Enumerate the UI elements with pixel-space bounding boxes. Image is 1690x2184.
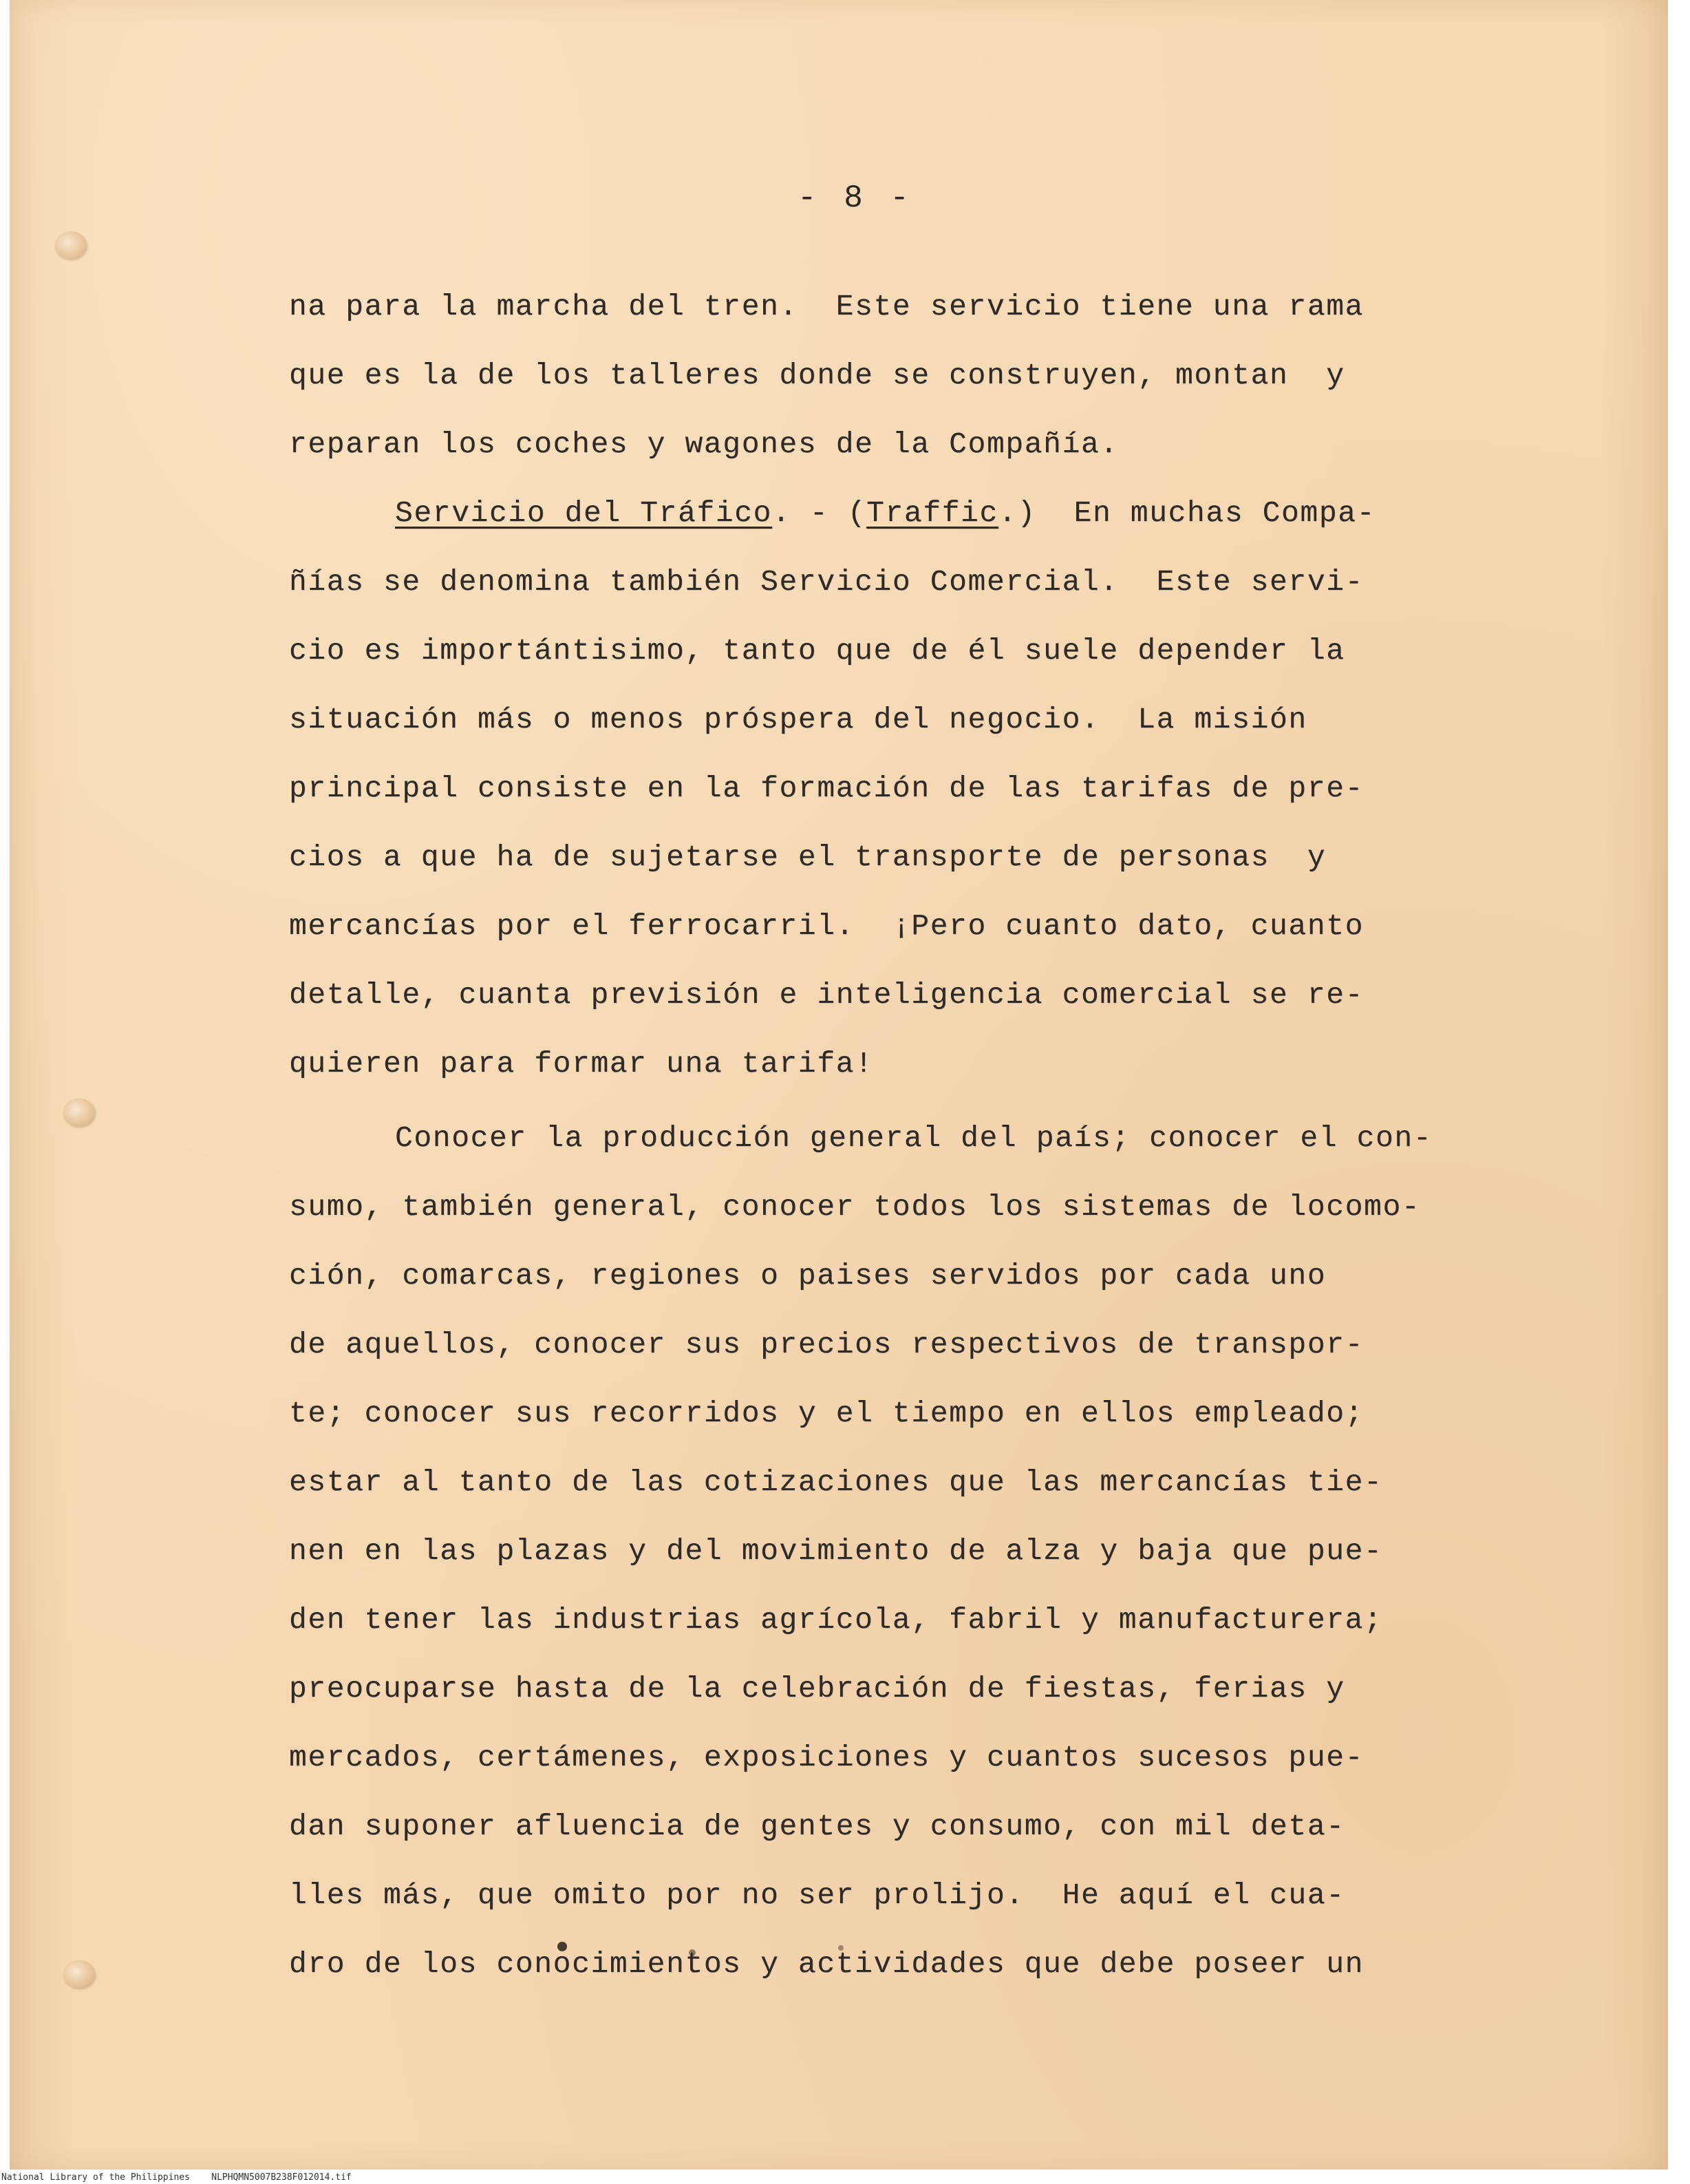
scan-footer xyxy=(1,2172,352,2183)
text-line: den tener las industrias agrícola, fabril y manufacturera; xyxy=(289,1603,1383,1637)
punch-hole-middle xyxy=(63,1099,95,1126)
text-line: principal consiste en la formación de las tarifas de pre- xyxy=(289,772,1365,805)
section-title: Servicio del Tráfico xyxy=(395,496,773,530)
punch-hole-bottom xyxy=(63,1960,95,1988)
english-term: Traffic xyxy=(866,496,998,530)
library-credit: National Library of the Philippines xyxy=(1,2172,190,2183)
text-line: preocuparse hasta de la celebración de fiestas, ferias y xyxy=(289,1672,1345,1706)
punch-hole-top xyxy=(55,231,87,259)
text-line: mercados, certámenes, exposiciones y cuantos sucesos pue- xyxy=(289,1741,1365,1774)
text-line: te; conocer sus recorridos y el tiempo en ellos empleado; xyxy=(289,1397,1365,1430)
text-line: ñías se denomina también Servicio Comercial. Este servi- xyxy=(289,565,1365,599)
text-line: na para la marcha del tren. Este servicio tiene una rama xyxy=(289,290,1365,324)
file-identifier: NLPHQMN5007B238F012014.tif xyxy=(211,2172,352,2183)
text-line: estar al tanto de las cotizaciones que las mercancías tie- xyxy=(289,1465,1383,1499)
text-line: quieren para formar una tarifa! xyxy=(289,1047,874,1081)
text-line: sumo, también general, conocer todos los sistemas de locomo- xyxy=(289,1190,1421,1224)
text-line: situación más o menos próspera del negocio. La misión xyxy=(289,703,1307,736)
page-number: - 8 - xyxy=(797,180,914,216)
heading-line-rest: .) En muchas Compa- xyxy=(998,496,1376,530)
text-line: ción, comarcas, regiones o paises servidos por cada uno xyxy=(289,1259,1327,1293)
text-line: cios a que ha de sujetarse el transporte de personas y xyxy=(289,840,1327,874)
text-line: mercancías por el ferrocarril. ¡Pero cuanto dato, cuanto xyxy=(289,909,1365,943)
text-line: reparan los coches y wagones de la Compañía. xyxy=(289,427,1119,461)
paragraph-first-line: Conocer la producción general del país; conocer el con- xyxy=(395,1121,1433,1155)
text-line: cio es importántisimo, tanto que de él suele depender la xyxy=(289,634,1345,668)
heading-separator: . - ( xyxy=(772,496,867,530)
text-line: dro de los conocimientos y actividades que debe poseer un xyxy=(289,1947,1365,1981)
text-line: que es la de los talleres donde se construyen, montan y xyxy=(289,359,1345,392)
text-line: detalle, cuanta previsión e inteligencia comercial se re- xyxy=(289,978,1365,1012)
section-heading-line xyxy=(395,493,1376,534)
text-line: de aquellos, conocer sus precios respectivos de transpor- xyxy=(289,1328,1365,1361)
text-line: dan suponer afluencia de gentes y consumo, con mil deta- xyxy=(289,1810,1345,1843)
text-line: lles más, que omito por no ser prolijo. He aquí el cua- xyxy=(289,1878,1345,1912)
text-line: nen en las plazas y del movimiento de alza y baja que pue- xyxy=(289,1534,1383,1568)
